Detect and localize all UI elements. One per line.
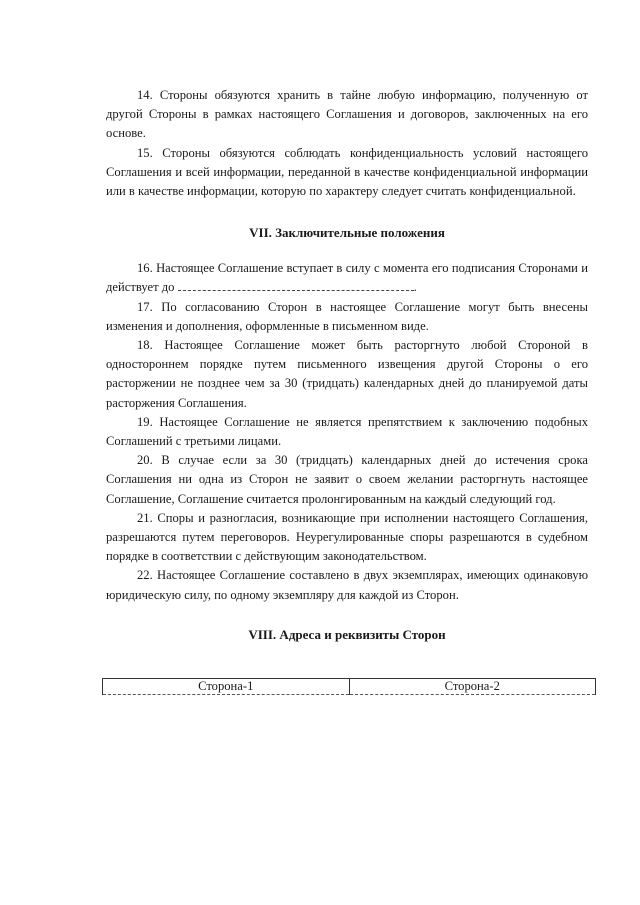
clause-17: 17. По согласованию Сторон в настоящее Соглашение могут быть внесены изменения и дополнения, оформленные в письменном виде. xyxy=(106,299,588,333)
clause-22: 22. Настоящее Соглашение составлено в двух экземплярах, имеющих одинаковую юридическую силу, по одному экземпляру для каждой из Сторон. xyxy=(106,568,588,602)
clause-20: 20. В случае если за 30 (тридцать) календарных дней до истечения срока Соглашения ни одна из Сторон не заявит о своем желании расторгнуть настоящее Соглашение, Соглашение считается пролонгированным на каждый следующий год. xyxy=(106,453,588,506)
party-2-header: Сторона-2 xyxy=(349,679,596,695)
parties-table xyxy=(102,678,596,695)
clause-14: 14. Стороны обязуются хранить в тайне любую информацию, полученную от другой Стороны в рамках настоящего Соглашения и договоров, заключенных на его основе. xyxy=(106,88,588,141)
party-1-header: Сторона-1 xyxy=(103,679,350,695)
clause-16-text: 16. Настоящее Соглашение вступает в силу с момента его подписания Сторонами и действует до xyxy=(106,261,588,295)
term-date-blank xyxy=(178,278,414,291)
table-row xyxy=(103,679,596,695)
clause-16 xyxy=(106,259,588,297)
clause-19: 19. Настоящее Соглашение не является препятствием к заключению подобных Соглашений с третьими лицами. xyxy=(106,414,588,449)
clause-16-end: . xyxy=(413,280,417,295)
section-7-title: VII. Заключительные положения xyxy=(249,225,445,241)
section-8-title: VIII. Адреса и реквизиты Сторон xyxy=(248,626,446,642)
document-page xyxy=(106,86,588,655)
clause-21: 21. Споры и разногласия, возникающие при исполнении настоящего Соглашения, разрешаются путем переговоров. Неурегулированные споры разрешаются в судебном порядке в соответствии с действующим законодательством. xyxy=(106,510,588,564)
clause-18: 18. Настоящее Соглашение может быть расторгнуто любой Стороной в одностороннем порядке путем письменного извещения другой Стороны о его расторжении не позднее чем за 30 (тридцать) календарных дней до планируемой даты расторжения Соглашения. xyxy=(106,338,588,410)
clause-15: 15. Стороны обязуются соблюдать конфиденциальность условий настоящего Соглашения и всей информации, переданной в качестве конфиденциальной информации или в качестве информации, которую по характеру следует считать конфиденциальной. xyxy=(106,145,588,199)
